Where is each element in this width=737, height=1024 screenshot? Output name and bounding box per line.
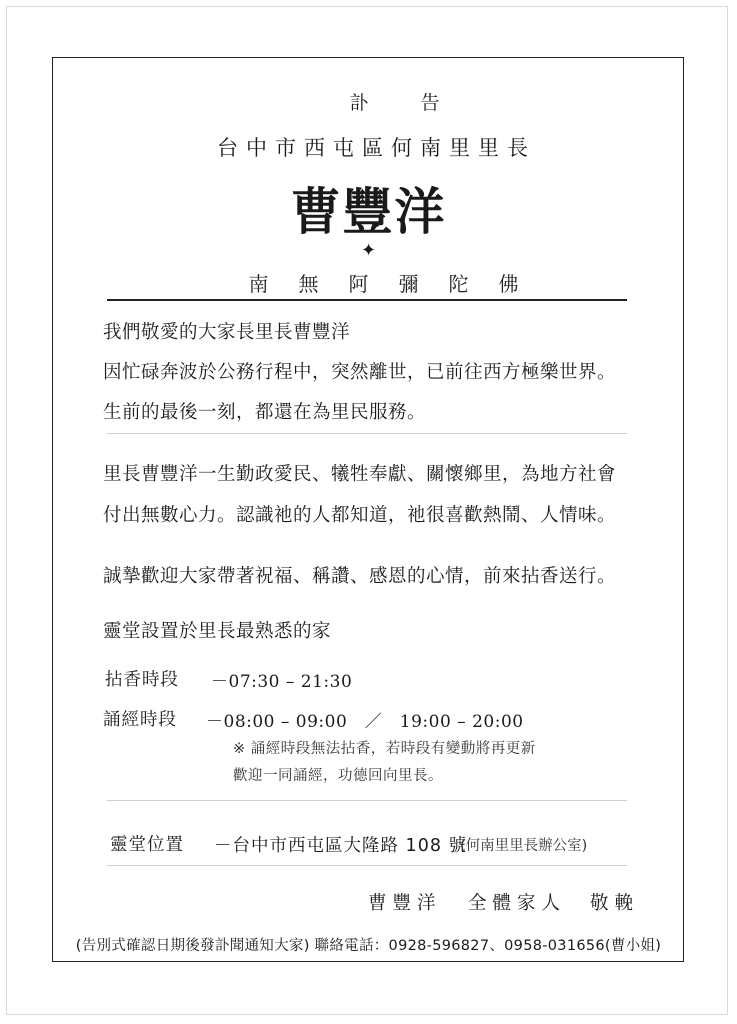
location-address: －台中市西屯區大隆路 108 號 bbox=[214, 836, 468, 856]
divider bbox=[107, 433, 627, 434]
incense-label: 拈香時段 bbox=[105, 670, 179, 690]
divider bbox=[107, 299, 627, 301]
paragraph-4: 里長曹豐洋一生勤政愛民、犧牲奉獻、關懷鄉里，為地方社會 bbox=[103, 464, 617, 485]
buddha-chant: 南無阿彌陀佛 bbox=[248, 272, 549, 296]
chant-label: 誦經時段 bbox=[103, 710, 177, 730]
location-label: 靈堂位置 bbox=[110, 835, 184, 855]
ornament-icon: ✦ bbox=[360, 240, 377, 261]
chant-time: －08:00 – 09:00 ／ 19:00 – 20:00 bbox=[206, 712, 524, 732]
chant-note-1: ※ 誦經時段無法拈香，若時段有變動將再更新 bbox=[233, 741, 536, 757]
paragraph-5: 付出無數心力。認識祂的人都知道，祂很喜歡熱鬧、人情味。 bbox=[103, 505, 617, 526]
divider bbox=[107, 800, 627, 801]
chant-note-2: 歡迎一同誦經，功德回向里長。 bbox=[233, 768, 443, 784]
paragraph-2: 因忙碌奔波於公務行程中，突然離世，已前往西方極樂世界。 bbox=[103, 362, 617, 383]
notice-subheading: 台中市西屯區何南里里長 bbox=[217, 136, 536, 160]
paragraph-7: 靈堂設置於里長最熟悉的家 bbox=[103, 621, 332, 642]
signature-name: 曹豐洋 bbox=[368, 893, 442, 914]
footer-contact: (告別式確認日期後發訃聞通知大家) 聯絡電話：0928-596827、0958-031656(曹小姐) bbox=[75, 938, 662, 954]
deceased-name: 曹豐洋 bbox=[290, 183, 447, 241]
location-note: (何南里里長辦公室) bbox=[460, 838, 588, 854]
signature-family: 全體家人 bbox=[468, 893, 567, 914]
signature-respect: 敬輓 bbox=[590, 893, 640, 914]
incense-time: －07:30 – 21:30 bbox=[211, 672, 353, 692]
divider bbox=[107, 865, 627, 866]
notice-heading: 訃告 bbox=[349, 92, 492, 114]
paragraph-6: 誠摯歡迎大家帶著祝福、稱讚、感恩的心情，前來拈香送行。 bbox=[103, 566, 617, 587]
paragraph-3: 生前的最後一刻，都還在為里民服務。 bbox=[103, 402, 427, 423]
paragraph-1: 我們敬愛的大家長里長曹豐洋 bbox=[103, 322, 351, 343]
